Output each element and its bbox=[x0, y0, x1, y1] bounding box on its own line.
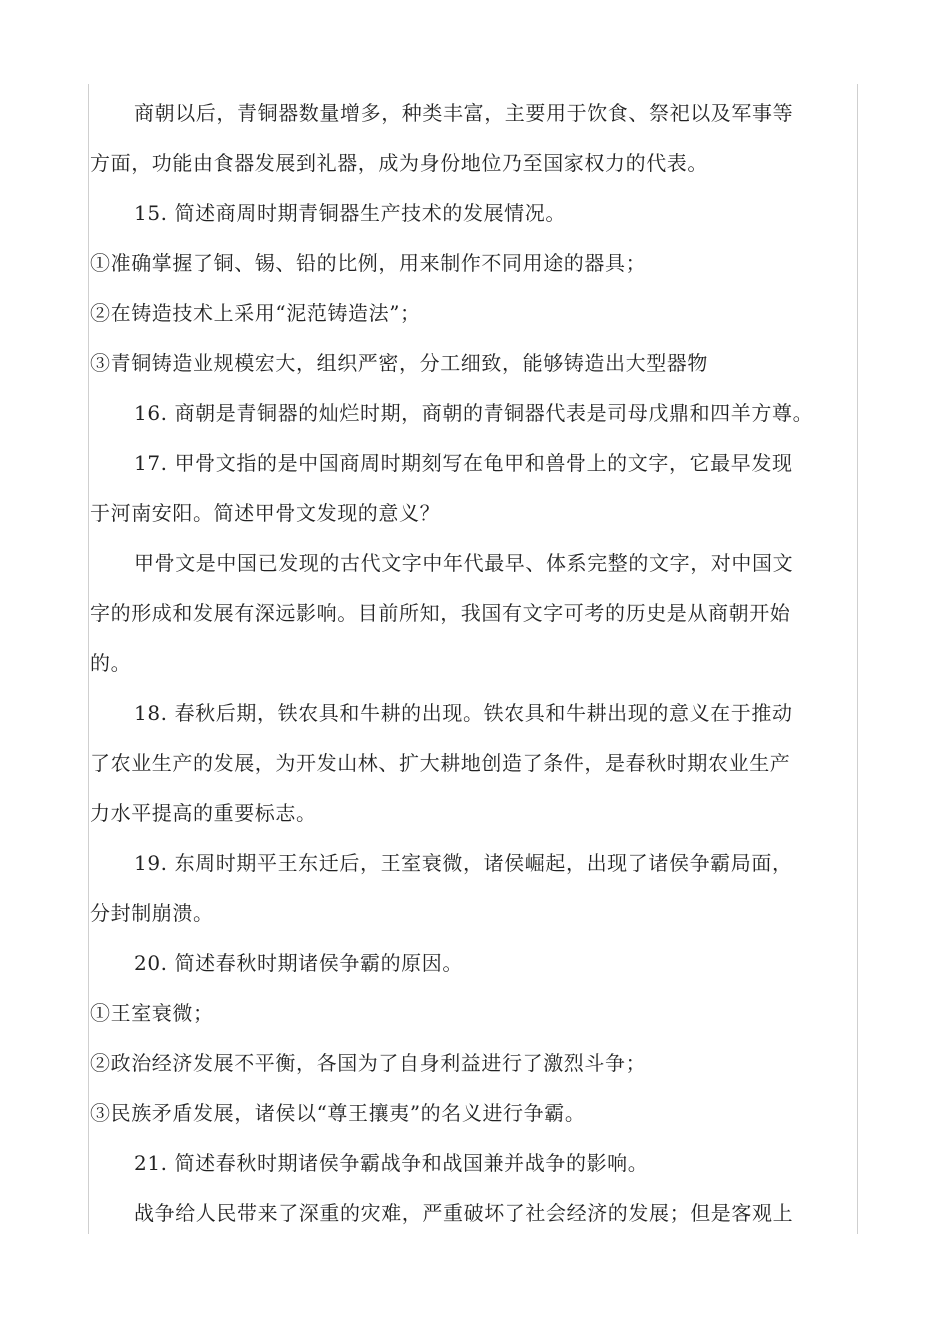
question-15: 15. 简述商周时期青铜器生产技术的发展情况。 bbox=[134, 201, 566, 225]
text-line: 战争给人民带来了深重的灾难，严重破坏了社会经济的发展；但是客观上 bbox=[134, 1201, 794, 1225]
text-line: 于河南安阳。简述甲骨文发现的意义？ bbox=[90, 501, 441, 525]
text-line: 甲骨文是中国已发现的古代文字中年代最早、体系完整的文字，对中国文 bbox=[134, 551, 794, 575]
question-20: 20. 简述春秋时期诸侯争霸的原因。 bbox=[134, 951, 463, 975]
list-item: ①王室衰微； bbox=[90, 1001, 214, 1025]
question-19: 19. 东周时期平王东迁后，王室衰微，诸侯崛起，出现了诸侯争霸局面， bbox=[134, 851, 793, 875]
text-line: 方面，功能由食器发展到礼器，成为身份地位乃至国家权力的代表。 bbox=[90, 151, 708, 175]
text-line: 的。 bbox=[90, 651, 132, 675]
text-line: 字的形成和发展有深远影响。目前所知，我国有文字可考的历史是从商朝开始 bbox=[90, 601, 791, 625]
document-body bbox=[90, 88, 858, 1238]
list-item: ①准确掌握了铜、锡、铅的比例，用来制作不同用途的器具； bbox=[90, 251, 647, 275]
question-21: 21. 简述春秋时期诸侯争霸战争和战国兼并战争的影响。 bbox=[134, 1151, 649, 1175]
list-item: ②在铸造技术上采用“泥范铸造法”； bbox=[90, 301, 421, 325]
text-line: 力水平提高的重要标志。 bbox=[90, 801, 317, 825]
text-line: 了农业生产的发展，为开发山林、扩大耕地创造了条件，是春秋时期农业生产 bbox=[90, 751, 791, 775]
list-item: ③青铜铸造业规模宏大，组织严密，分工细致，能够铸造出大型器物 bbox=[90, 351, 708, 375]
text-line: 分封制崩溃。 bbox=[90, 901, 214, 925]
question-18: 18. 春秋后期，铁农具和牛耕的出现。铁农具和牛耕出现的意义在于推动 bbox=[134, 701, 793, 725]
question-17: 17. 甲骨文指的是中国商周时期刻写在龟甲和兽骨上的文字，它最早发现 bbox=[134, 451, 793, 475]
list-item: ③民族矛盾发展，诸侯以“尊王攘夷”的名义进行争霸。 bbox=[90, 1101, 586, 1125]
text-line: 商朝以后，青铜器数量增多，种类丰富，主要用于饮食、祭祀以及军事等 bbox=[134, 101, 794, 125]
list-item: ②政治经济发展不平衡，各国为了自身利益进行了激烈斗争； bbox=[90, 1051, 647, 1075]
question-16: 16. 商朝是青铜器的灿烂时期，商朝的青铜器代表是司母戊鼎和四羊方尊。 bbox=[134, 401, 814, 425]
